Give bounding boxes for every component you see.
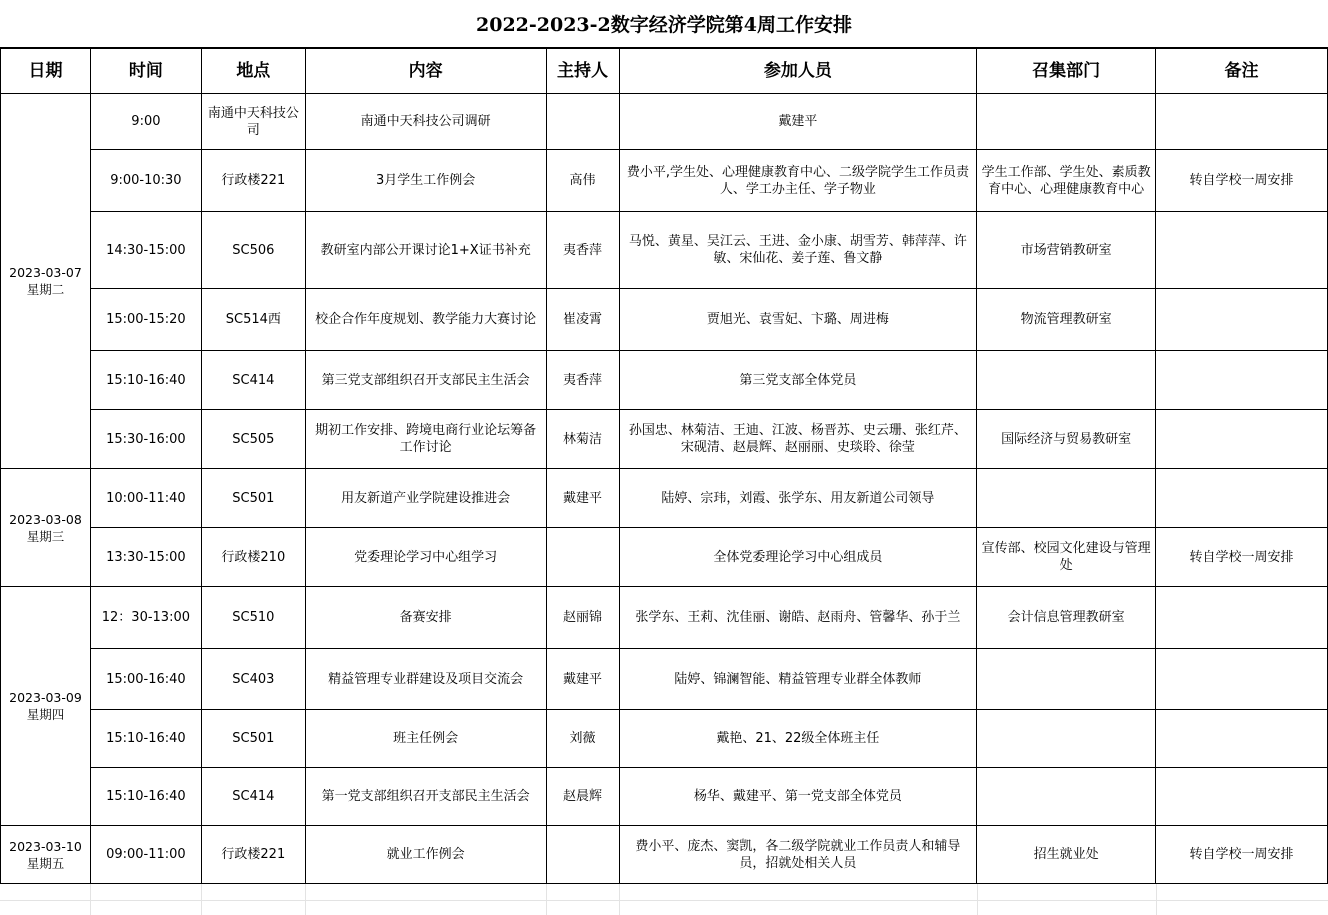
- time-cell[interactable]: 15:10-16:40: [90, 768, 201, 826]
- attendees-cell[interactable]: 费小平、庞杰、窦凯，各二级学院就业工作员责人和辅导员，招就处相关人员: [619, 826, 977, 884]
- place-cell[interactable]: SC414: [201, 351, 305, 410]
- place-cell[interactable]: SC414: [201, 768, 305, 826]
- attendees-cell[interactable]: 费小平,学生处、心理健康教育中心、二级学院学生工作员责人、学工办主任、学子物业: [619, 150, 977, 212]
- attendees-cell[interactable]: 全体党委理论学习中心组成员: [619, 528, 977, 587]
- dept-cell[interactable]: 国际经济与贸易教研室: [977, 410, 1156, 469]
- sheet-gridline: [977, 884, 978, 915]
- host-cell[interactable]: 刘薇: [546, 710, 619, 768]
- table-row: [1, 94, 1328, 150]
- sheet-gridline: [201, 884, 202, 915]
- table-row: [1, 649, 1328, 710]
- table-row: [1, 826, 1328, 884]
- sheet-gridline: [1156, 884, 1157, 915]
- sheet-title: 2022-2023-2数字经济学院第4周工作安排: [0, 0, 1328, 48]
- table-row: [1, 150, 1328, 212]
- date-cell[interactable]: [1, 587, 91, 826]
- note-cell[interactable]: 转自学校一周安排: [1156, 150, 1328, 212]
- host-cell[interactable]: 戴建平: [546, 649, 619, 710]
- time-cell[interactable]: 13:30-15:00: [90, 528, 201, 587]
- header-place[interactable]: 地点: [201, 49, 305, 94]
- time-cell[interactable]: 14:30-15:00: [90, 212, 201, 289]
- schedule-table: [0, 48, 1328, 884]
- content-cell[interactable]: 第三党支部组织召开支部民主生活会: [305, 351, 546, 410]
- time-cell[interactable]: 15:10-16:40: [90, 710, 201, 768]
- dept-cell[interactable]: [977, 710, 1156, 768]
- host-cell[interactable]: 赵晨辉: [546, 768, 619, 826]
- attendees-cell[interactable]: 戴艳、21、22级全体班主任: [619, 710, 977, 768]
- attendees-cell[interactable]: 张学东、王莉、沈佳丽、谢皓、赵雨舟、管馨华、孙于兰: [619, 587, 977, 649]
- note-cell[interactable]: 转自学校一周安排: [1156, 528, 1328, 587]
- date-text: 2023-03-07: [9, 265, 82, 280]
- note-cell[interactable]: [1156, 410, 1328, 469]
- table-row: [1, 410, 1328, 469]
- place-cell[interactable]: 行政楼210: [201, 528, 305, 587]
- header-note[interactable]: 备注: [1156, 49, 1328, 94]
- host-cell[interactable]: 夷香萍: [546, 351, 619, 410]
- place-cell[interactable]: SC403: [201, 649, 305, 710]
- header-content[interactable]: 内容: [305, 49, 546, 94]
- header-date[interactable]: 日期: [1, 49, 91, 94]
- time-cell[interactable]: 15:10-16:40: [90, 351, 201, 410]
- content-cell[interactable]: 教研室内部公开课讨论1+X证书补充: [305, 212, 546, 289]
- sheet-gridline: [619, 884, 620, 915]
- host-cell[interactable]: 林菊洁: [546, 410, 619, 469]
- time-cell[interactable]: 9:00: [90, 94, 201, 150]
- dept-cell[interactable]: [977, 768, 1156, 826]
- time-cell[interactable]: 15:00-16:40: [90, 649, 201, 710]
- dept-cell[interactable]: 物流管理教研室: [977, 289, 1156, 351]
- dept-cell[interactable]: [977, 351, 1156, 410]
- place-cell[interactable]: SC514西: [201, 289, 305, 351]
- attendees-cell[interactable]: 孙国忠、林菊洁、王迪、江波、杨晋苏、史云珊、张红芹、宋砚清、赵晨辉、赵丽丽、史琰聆、徐莹: [619, 410, 977, 469]
- content-cell[interactable]: 期初工作安排、跨境电商行业论坛筹备工作讨论: [305, 410, 546, 469]
- place-cell[interactable]: 南通中天科技公司: [201, 94, 305, 150]
- content-cell[interactable]: 精益管理专业群建设及项目交流会: [305, 649, 546, 710]
- dept-cell[interactable]: 招生就业处: [977, 826, 1156, 884]
- header-row: [1, 49, 1328, 94]
- date-cell[interactable]: [1, 94, 91, 469]
- host-cell[interactable]: 夷香萍: [546, 212, 619, 289]
- header-dept[interactable]: 召集部门: [977, 49, 1156, 94]
- table-row: [1, 289, 1328, 351]
- host-cell[interactable]: 高伟: [546, 150, 619, 212]
- table-row: [1, 587, 1328, 649]
- date-text: 2023-03-08: [9, 511, 82, 527]
- content-cell[interactable]: 备赛安排: [305, 587, 546, 649]
- place-cell[interactable]: 行政楼221: [201, 150, 305, 212]
- note-cell[interactable]: [1156, 768, 1328, 826]
- header-host[interactable]: 主持人: [546, 49, 619, 94]
- note-cell[interactable]: [1156, 649, 1328, 710]
- dept-cell[interactable]: [977, 469, 1156, 528]
- header-time[interactable]: 时间: [90, 49, 201, 94]
- host-cell[interactable]: 戴建平: [546, 469, 619, 528]
- time-cell[interactable]: 9:00-10:30: [90, 150, 201, 212]
- note-cell[interactable]: [1156, 212, 1328, 289]
- attendees-cell[interactable]: 陆婷、锦澜智能、精益管理专业群全体教师: [619, 649, 977, 710]
- table-row: [1, 710, 1328, 768]
- note-cell[interactable]: [1156, 710, 1328, 768]
- sheet-gridline: [546, 884, 547, 915]
- host-cell[interactable]: [546, 528, 619, 587]
- content-cell[interactable]: 南通中天科技公司调研: [305, 94, 546, 150]
- weekday-text: 星期三: [26, 528, 65, 544]
- attendees-cell[interactable]: 第三党支部全体党员: [619, 351, 977, 410]
- date-cell[interactable]: [1, 826, 91, 884]
- dept-cell[interactable]: 宣传部、校园文化建设与管理处: [977, 528, 1156, 587]
- time-cell[interactable]: 10:00-11:40: [90, 469, 201, 528]
- attendees-cell[interactable]: 陆婷、宗玮，刘霞、张学东、用友新道公司领导: [619, 469, 977, 528]
- weekday-text: 星期二: [26, 282, 65, 297]
- attendees-cell[interactable]: 贾旭光、袁雪妃、卞璐、周进梅: [619, 289, 977, 351]
- sheet-gridline: [305, 884, 306, 915]
- content-cell[interactable]: 就业工作例会: [305, 826, 546, 884]
- host-cell[interactable]: [546, 94, 619, 150]
- place-cell[interactable]: SC501: [201, 710, 305, 768]
- header-attendees[interactable]: 参加人员: [619, 49, 977, 94]
- sheet-gridline: [0, 900, 1328, 901]
- note-cell[interactable]: [1156, 587, 1328, 649]
- dept-cell[interactable]: 学生工作部、学生处、素质教育中心、心理健康教育中心: [977, 150, 1156, 212]
- weekday-text: 星期五: [26, 855, 65, 871]
- content-cell[interactable]: 党委理论学习中心组学习: [305, 528, 546, 587]
- dept-cell[interactable]: 市场营销教研室: [977, 212, 1156, 289]
- note-cell[interactable]: [1156, 94, 1328, 150]
- host-cell[interactable]: 赵丽锦: [546, 587, 619, 649]
- table-row: [1, 351, 1328, 410]
- sheet-gridline: [90, 884, 91, 915]
- content-cell[interactable]: 用友新道产业学院建设推进会: [305, 469, 546, 528]
- time-cell[interactable]: 09:00-11:00: [90, 826, 201, 884]
- host-cell[interactable]: 崔凌霄: [546, 289, 619, 351]
- note-cell[interactable]: 转自学校一周安排: [1156, 826, 1328, 884]
- place-cell[interactable]: SC501: [201, 469, 305, 528]
- note-cell[interactable]: [1156, 351, 1328, 410]
- attendees-cell[interactable]: 杨华、戴建平、第一党支部全体党员: [619, 768, 977, 826]
- table-row: [1, 528, 1328, 587]
- attendees-cell[interactable]: 戴建平: [619, 94, 977, 150]
- table-row: [1, 768, 1328, 826]
- time-cell[interactable]: 15:00-15:20: [90, 289, 201, 351]
- place-cell[interactable]: 行政楼221: [201, 826, 305, 884]
- place-cell[interactable]: SC505: [201, 410, 305, 469]
- date-text: 2023-03-09: [9, 690, 82, 705]
- content-cell[interactable]: 校企合作年度规划、教学能力大赛讨论: [305, 289, 546, 351]
- content-cell[interactable]: 班主任例会: [305, 710, 546, 768]
- time-cell[interactable]: 12：30-13:00: [90, 587, 201, 649]
- table-row: [1, 469, 1328, 528]
- note-cell[interactable]: [1156, 469, 1328, 528]
- content-cell[interactable]: 3月学生工作例会: [305, 150, 546, 212]
- place-cell[interactable]: SC510: [201, 587, 305, 649]
- place-cell[interactable]: SC506: [201, 212, 305, 289]
- attendees-cell[interactable]: 马悦、黄星、吴江云、王进、金小康、胡雪芳、韩萍萍、许敏、宋仙花、姜子莲、鲁文静: [619, 212, 977, 289]
- host-cell[interactable]: [546, 826, 619, 884]
- dept-cell[interactable]: [977, 94, 1156, 150]
- table-row: [1, 212, 1328, 289]
- date-cell[interactable]: [1, 469, 91, 587]
- time-cell[interactable]: 15:30-16:00: [90, 410, 201, 469]
- weekday-text: 星期四: [26, 707, 65, 722]
- content-cell[interactable]: 第一党支部组织召开支部民主生活会: [305, 768, 546, 826]
- dept-cell[interactable]: 会计信息管理教研室: [977, 587, 1156, 649]
- date-text: 2023-03-10: [9, 838, 82, 854]
- note-cell[interactable]: [1156, 289, 1328, 351]
- dept-cell[interactable]: [977, 649, 1156, 710]
